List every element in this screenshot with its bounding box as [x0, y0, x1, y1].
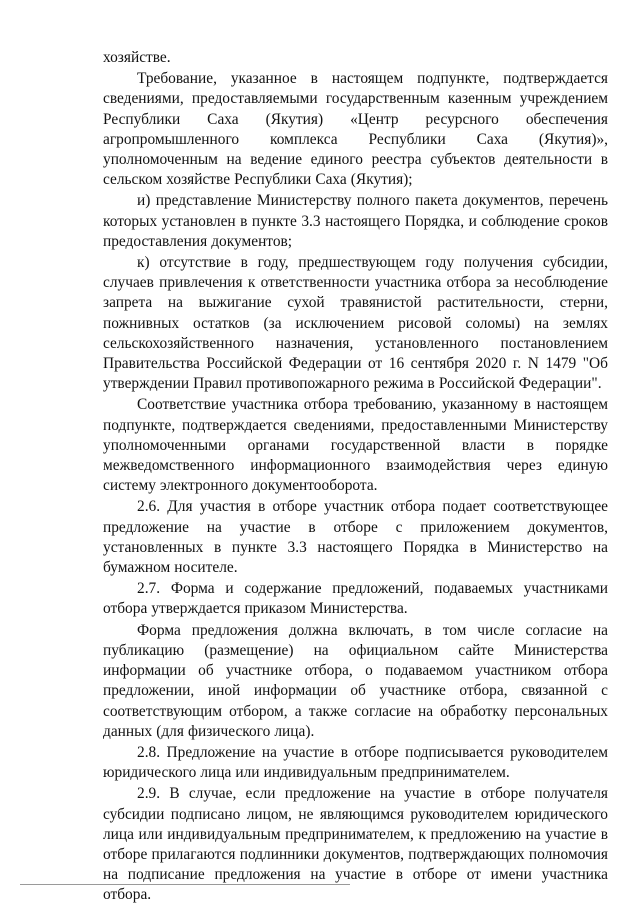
paragraph-compliance: Соответствие участника отбора требованию, указанному в настоящем подпункте, подтверждается сведениями, предоставленными Министерству уполномоченными органами государственной власти в порядке межведомственного информационного взаимодействия через единую систему электронного документооборота. [103, 396, 608, 495]
paragraph-2-9: 2.9. В случае, если предложение на участие в отборе получателя субсидии подписано лицом, не являющимся руководителем юридического лица или индивидуальным предпринимателем, к предложению на участие в отборе прилагаются подлинники документов, подтверждающих полномочия на подписание предложения на участие в отборе от имени участника отбора. [103, 785, 608, 904]
paragraph-2-6: 2.6. Для участия в отборе участник отбора подает соответствующее предложение на участие в отборе с приложением документов, установленных в пункте 3.3 настоящего Порядка в Министерство на бумажном носителе. [103, 498, 608, 577]
paragraph-form-contents: Форма предложения должна включать, в том числе согласие на публикацию (размещение) на официальном сайте Министерства информации об участнике отбора, о подаваемом участником отбора предложении, иной информации об участнике отбора, связанной с соответствующим отбором, а также согласие на обработку персональных данных (для физического лица). [103, 621, 608, 740]
paragraph-2-7: 2.7. Форма и содержание предложений, подаваемых участниками отбора утверждается приказом Министерства. [103, 580, 608, 618]
document-body [103, 48, 608, 906]
paragraph-2-8: 2.8. Предложение на участие в отборе подписывается руководителем юридического лица или индивидуальным предпринимателем. [103, 743, 608, 782]
paragraph-requirement-confirmation: Требование, указанное в настоящем подпункте, подтверждается сведениями, предоставляемыми государственным казенным учреждением Республики Саха (Якутия) «Центр ресурсного обеспечения агропромышленного комплекса Республики Саха (Якутия)», уполномоченным на ведение единого реестра субъектов деятельности в сельском хозяйстве Республики Саха (Якутия); [103, 70, 608, 189]
footer-divider [20, 884, 350, 885]
paragraph-item-k: к) отсутствие в году, предшествующем году получения субсидии, случаев привлечения к ответственности участника отбора за несоблюдение запрета на выжигание сухой травянистой растительности, стерни, пожнивных остатков (за исключением рисовой соломы) на землях сельскохозяйственного назначения, установленного постановлением Правительства Российской Федерации от 16 сентября 2020 г. N 1479 "Об утверждении Правил противопожарного режима в Российской Федерации". [103, 254, 608, 393]
paragraph-item-i: и) представление Министерству полного пакета документов, перечень которых установлен в пункте 3.3 настоящего Порядка, и соблюдение сроков предоставления документов; [103, 192, 608, 250]
paragraph-continuation: хозяйстве. [103, 49, 171, 66]
